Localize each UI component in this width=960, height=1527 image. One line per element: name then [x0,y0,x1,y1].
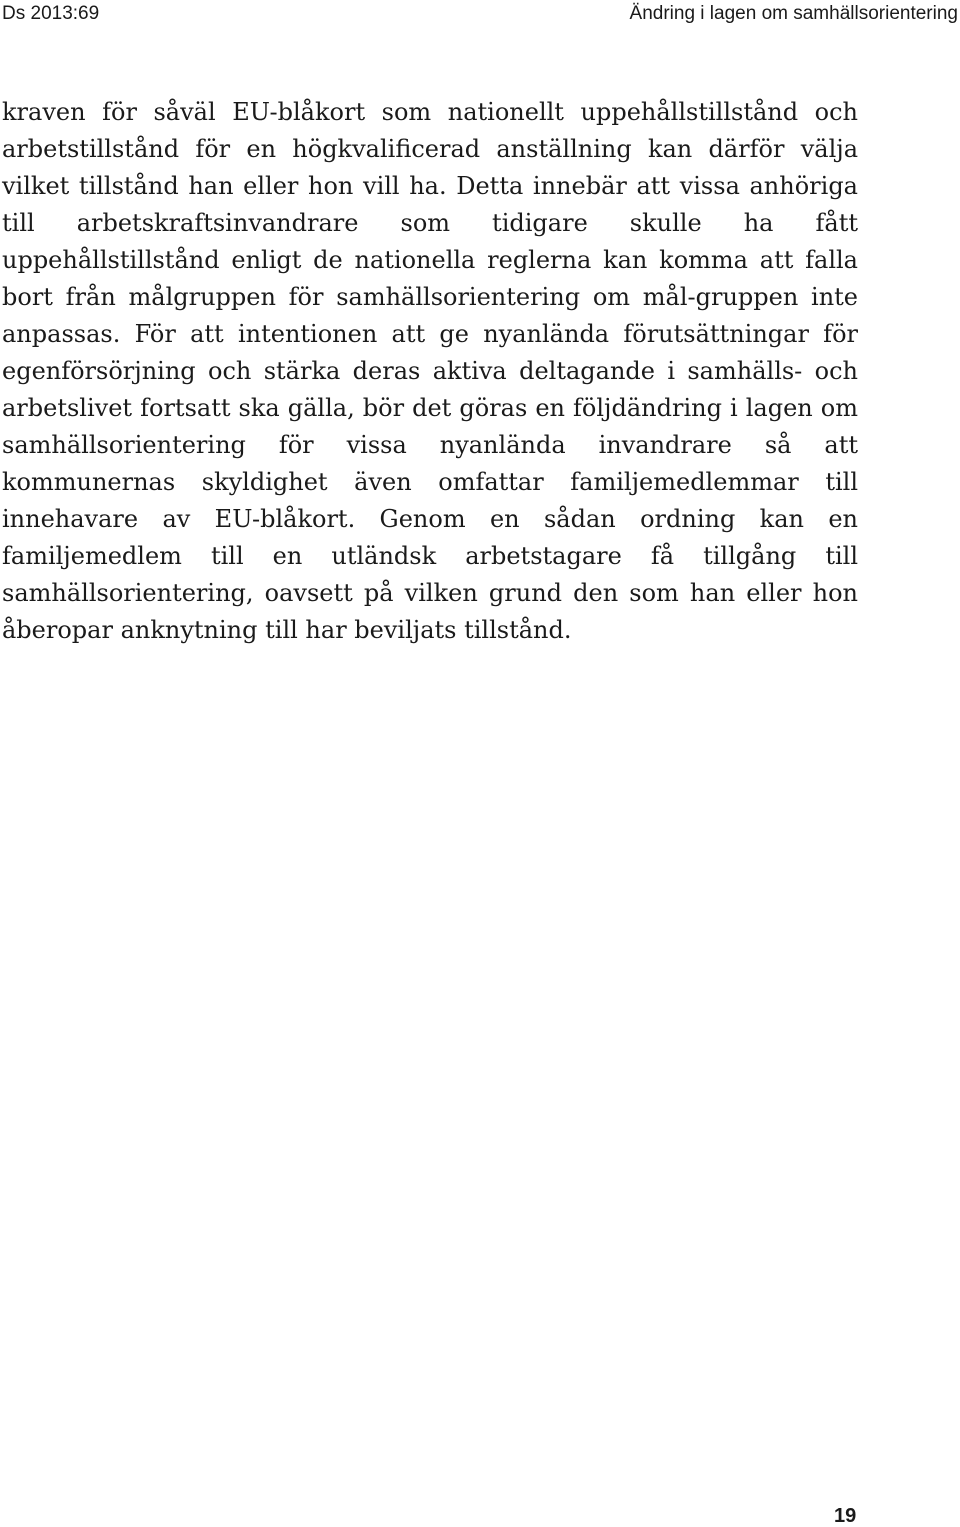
page-header [0,0,960,30]
document-id: Ds 2013:69 [2,3,100,24]
body-paragraph: kraven för såväl EU-blåkort som nationellt uppehållstillstånd och arbetstillstånd för en högkvalificerad anställning kan därför välja vilket tillstånd han eller hon vill ha. Detta innebär att vissa anhöriga till arbetskraftsinvandrare som tidigare skulle ha fått uppehållstillstånd enligt de nationella reglerna kan komma att falla bort från målgruppen för samhällsorientering om mål-gruppen inte anpassas. För att intentionen att ge nyanlända förutsättningar för egenförsörjning och stärka deras aktiva deltagande i samhälls- och arbetslivet fortsatt ska gälla, bör det göras en följdändring i lagen om samhällsorientering för vissa nyanlända invandrare så att kommunernas skyldighet även omfattar familjemedlemmar till innehavare av EU-blåkort. Genom en sådan ordning kan en familjemedlem till en utländsk arbetstagare få tillgång till samhällsorientering, oavsett på vilken grund den som han eller hon åberopar anknytning till har beviljats tillstånd. [2,98,858,644]
page-number: 19 [834,1505,857,1527]
section-title: Ändring i lagen om samhällsorientering [629,3,958,24]
